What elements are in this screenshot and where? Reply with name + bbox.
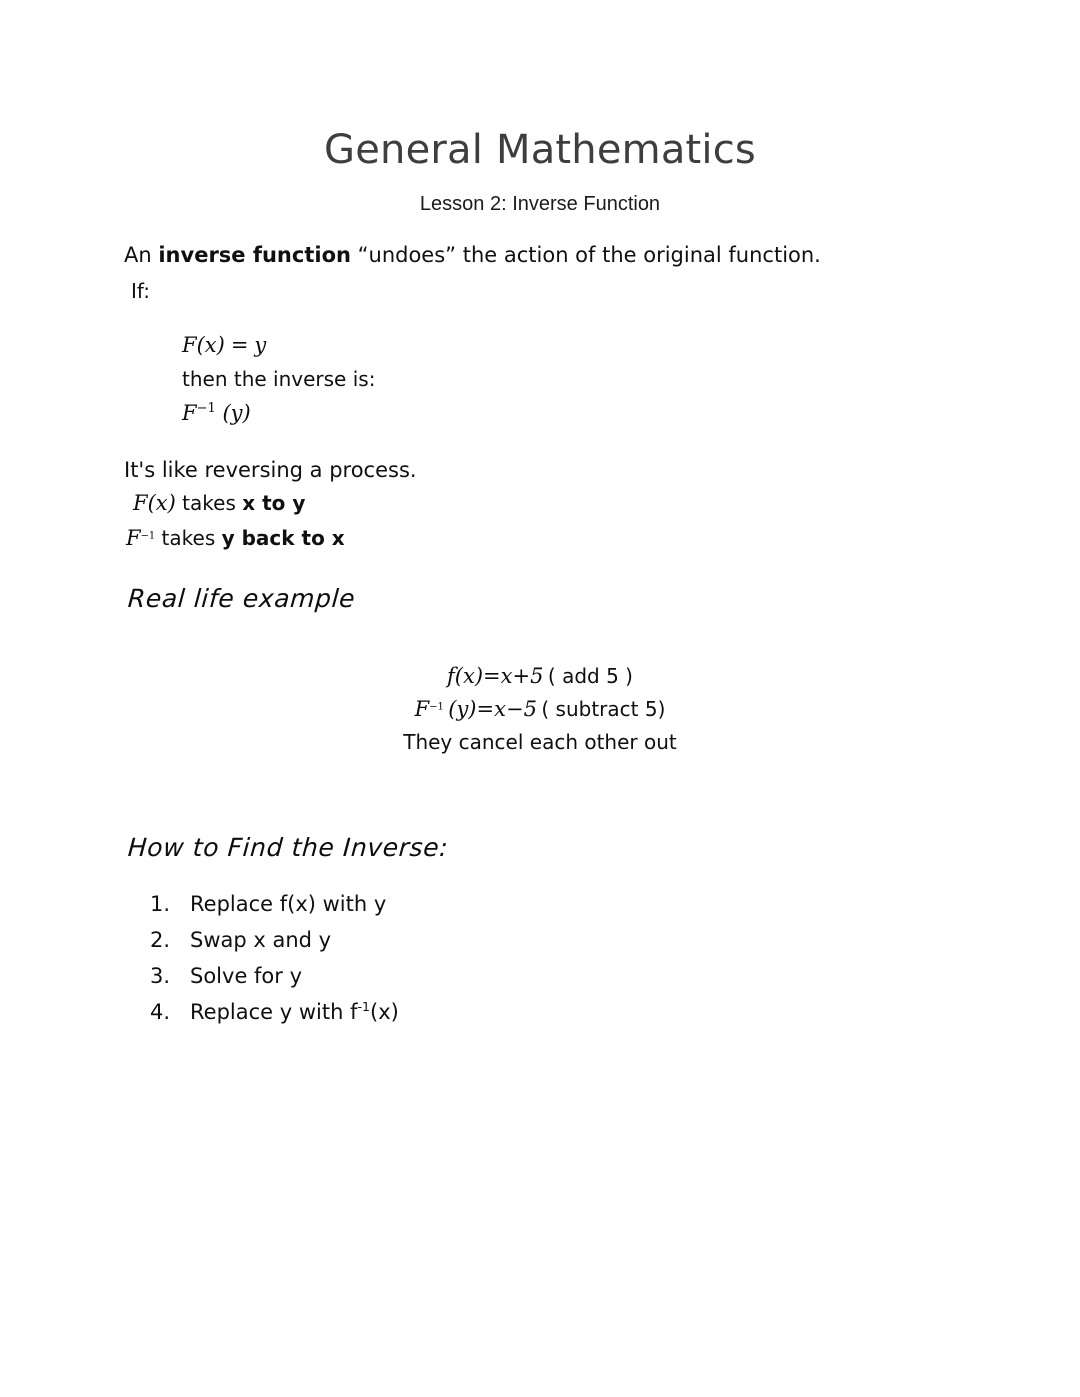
equation-fx-result: y (254, 333, 267, 357)
example-forward-note: ( add 5 ) (547, 664, 633, 688)
reversing-line-forward (133, 491, 305, 515)
page-title: General Mathematics (324, 127, 756, 173)
example-forward-func: f(x) (447, 664, 484, 688)
equation-finv-exponent: −1 (196, 401, 216, 416)
example-inverse-exponent: −1 (429, 701, 444, 713)
intro-bold-term: inverse function (158, 243, 351, 267)
example-forward-equals: = (483, 664, 501, 688)
reversing-lead-text: It's like reversing a process. (124, 458, 417, 482)
equation-fx-function: F(x) (182, 333, 225, 357)
step-number: 2. (150, 928, 171, 952)
equation-f-inverse (182, 401, 251, 425)
list-item (150, 964, 399, 988)
real-life-example-block (290, 664, 790, 754)
example-forward-operator: + (512, 664, 531, 688)
step-number: 1. (150, 892, 171, 916)
reversing-line-backward (126, 526, 345, 550)
then-inverse-label: then the inverse is: (182, 367, 376, 391)
example-inverse-note: ( subtract 5) (541, 697, 666, 721)
real-life-example-heading: Real life example (126, 584, 357, 613)
equation-finv-base: F (182, 401, 197, 425)
example-conclusion: They cancel each other out (403, 730, 677, 754)
reversing-backward-bold: y back to x (221, 526, 345, 550)
example-equation-forward (290, 664, 790, 688)
example-inverse-equals: = (476, 697, 495, 721)
step-text: Replace f(x) with y (190, 892, 387, 916)
lesson-subtitle: Lesson 2: Inverse Function (419, 193, 661, 215)
reversing-backward-math-exponent: −1 (140, 530, 156, 542)
step-number: 4. (150, 1000, 171, 1024)
list-item (150, 928, 399, 952)
intro-suffix: “undoes” the action of the original function. (350, 243, 821, 267)
example-forward-number: 5 (530, 664, 544, 688)
how-to-find-inverse-heading: How to Find the Inverse: (126, 833, 450, 862)
example-inverse-var: x (494, 697, 506, 721)
step-text: Replace y with f (190, 1000, 358, 1024)
example-inverse-number: 5 (523, 697, 537, 721)
equation-fx-operator: = (230, 333, 249, 357)
list-item (150, 892, 399, 916)
step-text: Solve for y (190, 964, 303, 988)
step-number: 3. (150, 964, 171, 988)
reversing-forward-bold: x to y (242, 491, 306, 515)
step-suffix: (x) (370, 1000, 399, 1024)
example-equation-inverse (290, 697, 790, 721)
example-inverse-base: F (414, 697, 430, 721)
intro-paragraph (124, 243, 821, 267)
equation-f-of-x (182, 333, 266, 357)
step-text: Swap x and y (190, 928, 332, 952)
example-inverse-argument: (y) (448, 697, 477, 721)
equation-finv-argument: (y) (222, 401, 251, 425)
reversing-backward-math-base: F (126, 526, 141, 550)
if-label: If: (131, 279, 150, 303)
reversing-forward-math: F(x) (133, 491, 176, 515)
reversing-forward-verb: takes (175, 491, 243, 515)
intro-prefix: An (124, 243, 159, 267)
reversing-backward-verb: takes (155, 526, 222, 550)
example-forward-var: x (500, 664, 513, 688)
example-inverse-operator: − (505, 697, 524, 721)
how-to-steps-list (150, 892, 399, 1036)
list-item (150, 1000, 399, 1024)
step-exponent: -1 (357, 999, 371, 1014)
